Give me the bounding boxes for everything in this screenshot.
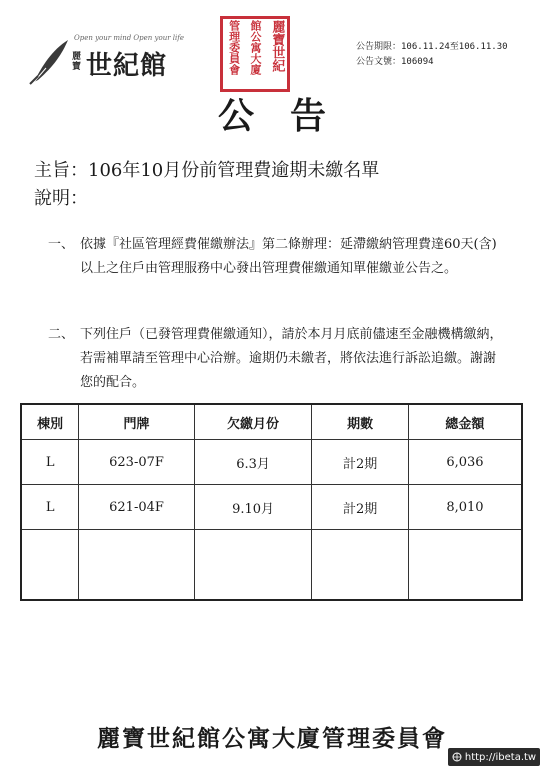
- official-seal: [220, 16, 290, 92]
- col-header-periods: 期數: [312, 404, 409, 440]
- cell-building: L: [21, 485, 79, 530]
- cell-total: 6,036: [408, 440, 522, 485]
- col-header-months: 欠繳月份: [194, 404, 312, 440]
- doc-label: 公告文號：: [356, 57, 402, 67]
- cell-unit: 621-04F: [79, 485, 195, 530]
- paragraph-1: [48, 233, 508, 281]
- cell-periods: 計2期: [312, 440, 409, 485]
- page-title: 公告: [217, 95, 362, 137]
- logo-tagline: Open your mind Open your life: [74, 34, 184, 42]
- table-row: [21, 440, 522, 485]
- table-row-empty: [21, 530, 522, 600]
- col-header-total: 總金額: [408, 404, 522, 440]
- table-header-row: [21, 404, 522, 440]
- cell-total: 8,010: [408, 485, 522, 530]
- watermark-text: http://ibeta.tw: [464, 751, 537, 763]
- notice-meta: [356, 40, 508, 70]
- logo-brand-text: 世紀館: [86, 51, 168, 81]
- globe-icon: [452, 752, 462, 762]
- logo-small-text: 麗寶: [72, 52, 82, 72]
- feather-icon: [28, 36, 72, 86]
- seal-column-3: 管理委員會: [227, 20, 241, 75]
- period-value: 106.11.24至106.11.30: [401, 42, 508, 52]
- cell-unit: 623-07F: [79, 440, 195, 485]
- brand-logo: [28, 30, 184, 90]
- paragraph-number: 一、: [48, 237, 75, 252]
- paragraph-text: 下列住戶（已發管理費催繳通知），請於本月月底前儘速至金融機構繳納，若需補單請至管理中心洽辦。逾期仍未繳者，將依法進行訴訟追繳。謝謝您的配合。: [80, 327, 503, 390]
- period-label: 公告期限：: [356, 42, 402, 52]
- col-header-building: 棟別: [21, 404, 79, 440]
- committee-signature: 麗寶世紀館公寓大廈管理委員會: [97, 725, 447, 752]
- subject-line: 主旨：106年10月份前管理費逾期未繳名單: [34, 160, 380, 181]
- site-watermark: [448, 748, 540, 766]
- paragraph-text: 依據『社區管理經費催繳辦法』第二條辦理：延滯繳納管理費達60天(含)以上之住戶由管理服務中心發出管理費催繳通知單催繳並公告之。: [80, 237, 497, 276]
- cell-months: 9.10月: [194, 485, 312, 530]
- table-row: [21, 485, 522, 530]
- cell-months: 6.3月: [194, 440, 312, 485]
- seal-column-2: 館公寓大廈: [248, 20, 262, 75]
- doc-value: 106094: [401, 57, 434, 67]
- overdue-table: [20, 403, 523, 601]
- cell-periods: 計2期: [312, 485, 409, 530]
- seal-column-1: 麗寶世紀: [269, 20, 285, 72]
- col-header-unit: 門牌: [79, 404, 195, 440]
- paragraph-2: [48, 323, 508, 395]
- paragraph-number: 二、: [48, 327, 75, 342]
- explain-heading: 說明：: [34, 188, 88, 209]
- cell-building: L: [21, 440, 79, 485]
